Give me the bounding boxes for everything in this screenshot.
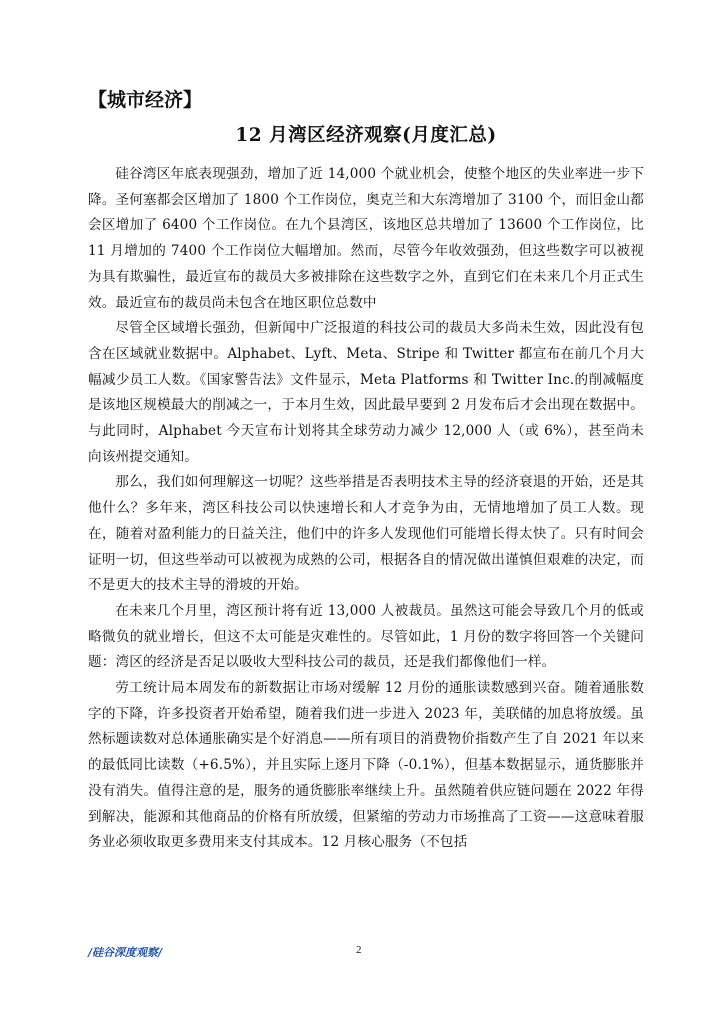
paragraph-4: 在未来几个月里，湾区预计将有近 13,000 人被裁员。虽然这可能会导致几个月的低或略微负的就业增长，但这不太可能是灾难性的。尽管如此，1 月份的数字将回答一个关键问题：湾区的经济是否足以吸收大型科技公司的裁员，还是我们都像他们一样。 [88, 602, 644, 671]
paragraph-2: 尽管全区域增长强劲，但新闻中广泛报道的科技公司的裁员大多尚未生效，因此没有包含在区域就业数据中。Alphabet、Lyft、Meta、Stripe 和 Twitter 都宣布在前几个月大幅减少员工人数。《国家警告法》文件显示，Meta Platforms 和 Twitter Inc.的削减幅度是该地区规模最大的削减之一，于本月生效，因此最早要到 2 月发布后才会出现在数据中。与此同时，Alphabet 今天宣布计划将其全球劳动力减少 12,000 人（或 6%），甚至尚未向该州提交通知。 [88, 320, 644, 465]
paragraph-1: 硅谷湾区年底表现强劲，增加了近 14,000 个就业机会，使整个地区的失业率进一步下降。圣何塞都会区增加了 1800 个工作岗位，奥克兰和大东湾增加了 3100 个，而旧金山都会区增加了 6400 个工作岗位。在九个县湾区，该地区总共增加了 13600 个工作岗位，比 11 月增加的 7400 个工作岗位大幅增加。然而，尽管今年收效强劲，但这些数字可以被视为具有欺骗性，最近宣布的裁员大多被排除在这些数字之外，直到它们在未来几个月正式生效。最近宣布的裁员尚未包含在地区职位总数中 [88, 166, 644, 311]
footer-brand: /硅谷深度观察/ [88, 946, 163, 959]
paragraph-3: 那么，我们如何理解这一切呢？这些举措是否表明技术主导的经济衰退的开始，还是其他什么？多年来，湾区科技公司以快速增长和人才竞争为由，无情地增加了员工人数。现在，随着对盈利能力的日益关注，他们中的许多人发现他们可能增长得太快了。只有时间会证明一切，但这些举动可以被视为成熟的公司，根据各自的情况做出谨慎但艰难的决定，而不是更大的技术主导的滑坡的开始。 [88, 474, 644, 594]
paragraph-5: 劳工统计局本周发布的新数据让市场对缓解 12 月份的通胀读数感到兴奋。随着通胀数字的下降，许多投资者开始希望，随着我们进一步进入 2023 年，美联储的加息将放缓。虽然标题读数对总体通胀确实是个好消息——所有项目的消费物价指数产生了自 2021 年以来的最低同比读数（+6.5%），并且实际上逐月下降（-0.1%），但基本数据显示，通货膨胀并没有消失。值得注意的是，服务的通货膨胀率继续上升。虽然随着供应链问题在 2022 年得到解决，能源和其他商品的价格有所放缓，但紧缩的劳动力市场推高了工资——这意味着服务业必须收取更多费用来支付其成本。12 月核心服务（不包括 [88, 680, 644, 851]
document-title: 12 月湾区经济观察(月度汇总) [235, 125, 497, 146]
article-body [88, 162, 644, 856]
page-footer [88, 944, 644, 964]
page-number: 2 [356, 944, 362, 956]
section-label: 【城市经济】 [88, 89, 203, 111]
document-page [88, 86, 644, 856]
